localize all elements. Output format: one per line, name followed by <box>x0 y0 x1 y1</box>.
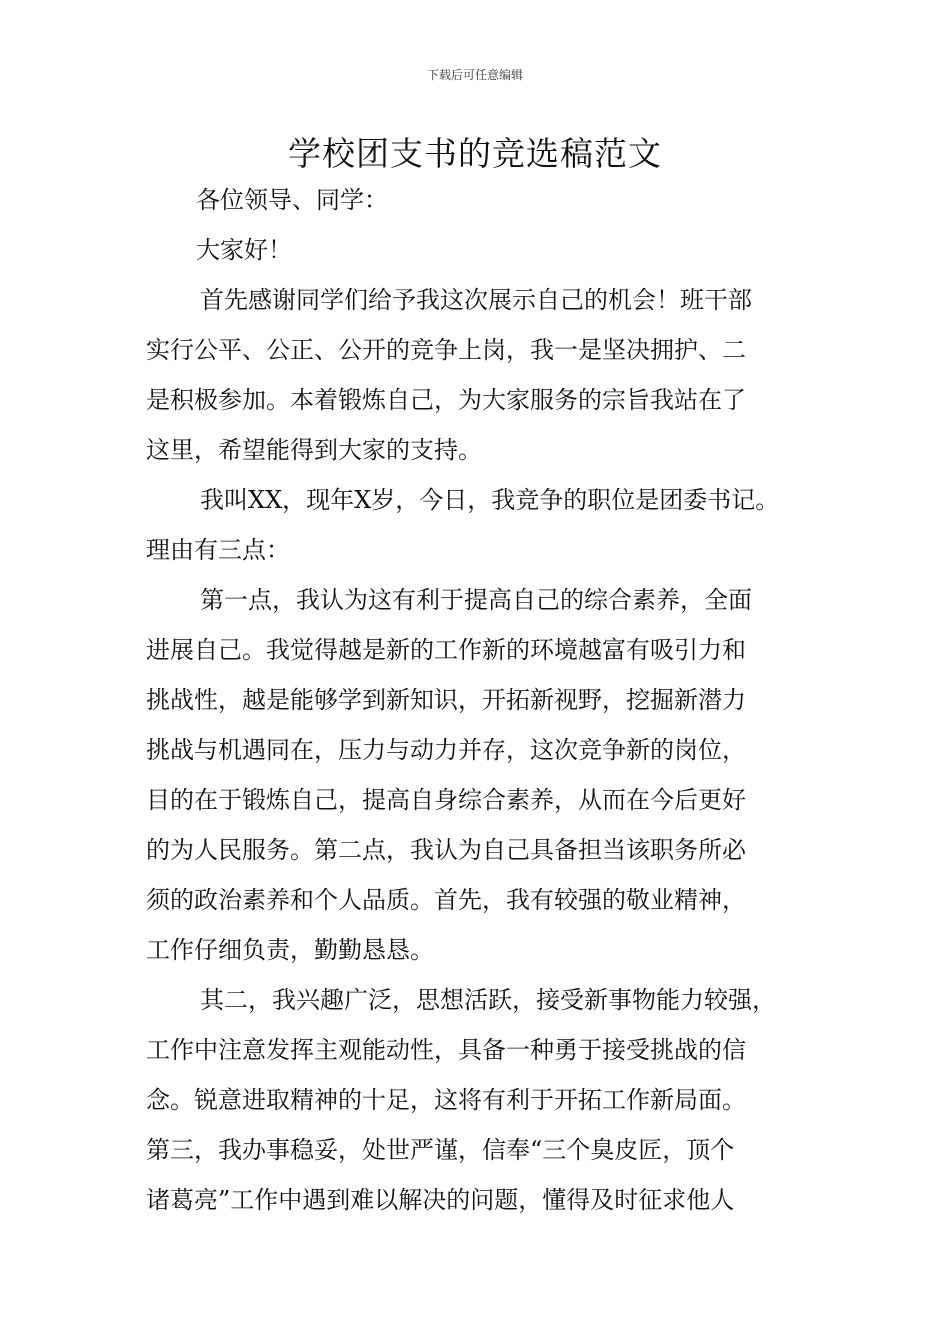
body-line: 实行公平、公正、公开的竞争上岗，我一是坚决拥护、二 <box>146 336 746 364</box>
body-line: 念。锐意进取精神的十足，这将有利于开拓工作新局面。 <box>146 1086 746 1114</box>
body-line: 工作仔细负责，勤勤恳恳。 <box>146 936 434 964</box>
body-line: 这里，希望能得到大家的支持。 <box>146 436 482 464</box>
body-line: 第三，我办事稳妥，处世严谨，信奉“三个臭皮匠，顶个 <box>146 1136 735 1164</box>
greeting-line: 大家好！ <box>196 236 292 264</box>
body-line: 须的政治素养和个人品质。首先，我有较强的敬业精神， <box>146 886 746 914</box>
body-line: 是积极参加。本着锻炼自己，为大家服务的宗旨我站在了 <box>146 386 746 414</box>
body-line: 进展自己。我觉得越是新的工作新的环境越富有吸引力和 <box>146 636 746 664</box>
salutation-line: 各位领导、同学： <box>196 186 388 214</box>
body-line: 工作中注意发挥主观能动性，具备一种勇于接受挑战的信 <box>146 1036 746 1064</box>
body-line: 诸葛亮”工作中遇到难以解决的问题，懂得及时征求他人 <box>146 1186 735 1214</box>
body-line: 挑战性，越是能够学到新知识，开拓新视野，挖掘新潜力 <box>146 686 746 714</box>
body-line: 第一点，我认为这有利于提高自己的综合素养，全面 <box>200 586 752 614</box>
body-line: 我叫XX，现年X岁，今日，我竞争的职位是团委书记。 <box>200 486 780 514</box>
document-title: 学校团支书的竞选稿范文 <box>288 134 662 173</box>
body-line: 首先感谢同学们给予我这次展示自己的机会！班干部 <box>200 286 752 314</box>
body-line: 挑战与机遇同在，压力与动力并存，这次竞争新的岗位， <box>146 736 746 764</box>
body-line: 的为人民服务。第二点，我认为自己具备担当该职务所必 <box>146 836 746 864</box>
body-line: 理由有三点： <box>146 536 290 564</box>
body-line: 目的在于锻炼自己，提高自身综合素养，从而在今后更好 <box>146 786 746 814</box>
page-header-note: 下载后可任意编辑 <box>426 68 523 82</box>
body-line: 其二，我兴趣广泛，思想活跃，接受新事物能力较强， <box>200 986 776 1014</box>
